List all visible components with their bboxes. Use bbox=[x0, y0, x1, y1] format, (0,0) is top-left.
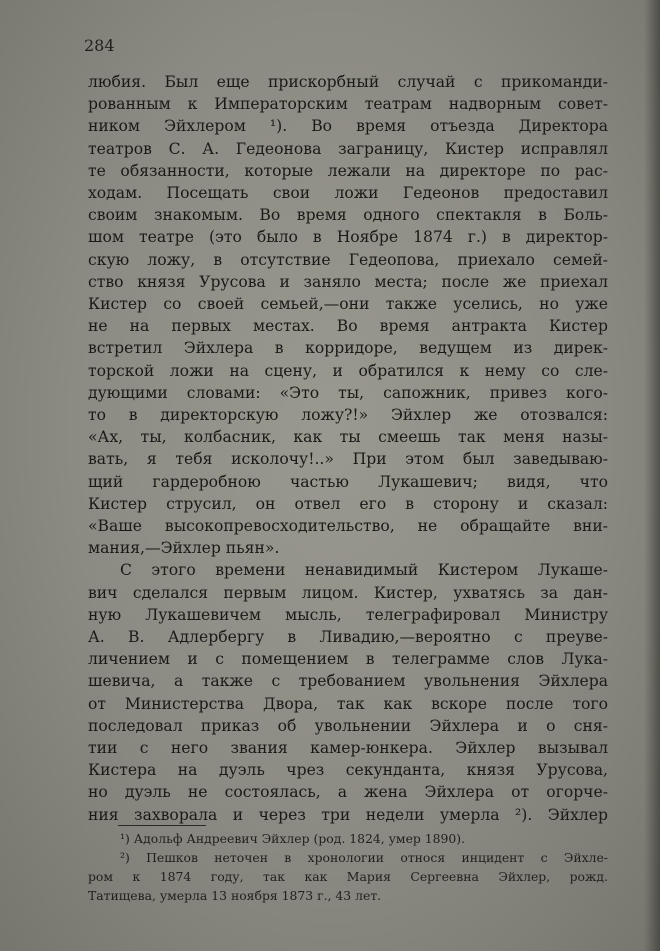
page-number: 284 bbox=[84, 36, 115, 55]
text-line: встретил Эйхлера в корридоре, ведущем из дирек- bbox=[88, 339, 608, 358]
text-line: А. В. Адлербергу в Ливадию,—вероятно с преуве- bbox=[88, 628, 608, 646]
text-line: любия. Был еще прискорбный случай с прикоманди- bbox=[88, 73, 608, 91]
text-line: те обязанности, которые лежали на директоре по рас- bbox=[88, 161, 608, 180]
text-line: ство князя Урусова и заняло места; после же приехал bbox=[88, 272, 608, 291]
text-line: Кистер со своей семьей,—они также уселись, но уже bbox=[88, 295, 608, 313]
text-line: вать, я тебя исколочу!..» При этом был заведываю- bbox=[88, 450, 608, 469]
page-edge-shadow bbox=[644, 0, 660, 951]
footnote-separator bbox=[118, 825, 206, 826]
text-line: щий гардеробною частью Лукашевич; видя, что bbox=[88, 472, 608, 491]
text-line: ходам. Посещать свои ложи Гедеонов предоставил bbox=[88, 184, 608, 202]
text-line: мания,—Эйхлер пьян». bbox=[88, 539, 280, 558]
text-line: торской ложи на сцену, и обратился к нему со сле- bbox=[88, 361, 608, 380]
footnote: ²) Пешков неточен в хронологии относя инцидент с Эйхле- bbox=[120, 850, 608, 865]
text-line: ную Лукашевичем мысль, телеграфировал Министру bbox=[88, 605, 608, 624]
text-line: но дуэль не состоялась, а жена Эйхлера от огорче- bbox=[88, 783, 608, 802]
text-line: от Министерства Двора, так как вскоре после того bbox=[88, 694, 608, 713]
text-line: рованным к Императорским театрам надворным совет- bbox=[88, 95, 608, 114]
footnote: ¹) Адольф Андреевич Эйхлер (род. 1824, умер 1890). bbox=[120, 831, 466, 846]
text-line: личением и с помещением в телеграмме слов Лука- bbox=[88, 650, 608, 669]
footnote: Татищева, умерла 13 ноября 1873 г., 43 лет. bbox=[88, 888, 382, 903]
text-line: Кистера на дуэль чрез секунданта, князя Урусова, bbox=[88, 761, 608, 780]
text-line: шевича, а также с требованием увольнения Эйхлера bbox=[88, 672, 608, 691]
text-line: С этого времени ненавидимый Кистером Лукаше- bbox=[120, 561, 608, 580]
text-line: тии с него звания камер-юнкера. Эйхлер вызывал bbox=[88, 739, 608, 757]
text-line: дующими словами: «Это ты, сапожник, привез кого- bbox=[88, 383, 608, 402]
text-line: вич сделался первым лицом. Кистер, ухватясь за дан- bbox=[88, 583, 608, 602]
text-line: последовал приказ об увольнении Эйхлера и о сня- bbox=[88, 716, 608, 735]
text-line: скую ложу, в отсутствие Гедеопова, приехало семей- bbox=[88, 250, 608, 269]
text-line: шом театре (это было в Ноябре 1874 г.) в директор- bbox=[88, 228, 608, 247]
text-line: Кистер струсил, он отвел его в сторону и сказал: bbox=[88, 494, 608, 513]
text-line: «Ваше высокопревосходительство, не обращайте вни- bbox=[88, 517, 608, 535]
text-line: театров С. А. Гедеонова заграницу, Кистер исправлял bbox=[88, 139, 608, 158]
text-line: своим знакомым. Во время одного спектакля в Боль- bbox=[88, 206, 608, 225]
footnote: ром к 1874 году, так как Мария Сергеевна Эйхлер, рожд. bbox=[88, 869, 608, 884]
text-line: ником Эйхлером ¹). Во время отъезда Директора bbox=[88, 117, 608, 136]
text-line: «Ах, ты, колбасник, как ты смеешь так меня назы- bbox=[88, 428, 608, 447]
text-line: не на первых местах. Во время антракта Кистер bbox=[88, 317, 608, 336]
text-line: то в директорскую ложу?!» Эйхлер же отозвался: bbox=[88, 406, 608, 424]
text-line: ния захворала и через три недели умерла ²). Эйхлер bbox=[88, 805, 608, 824]
